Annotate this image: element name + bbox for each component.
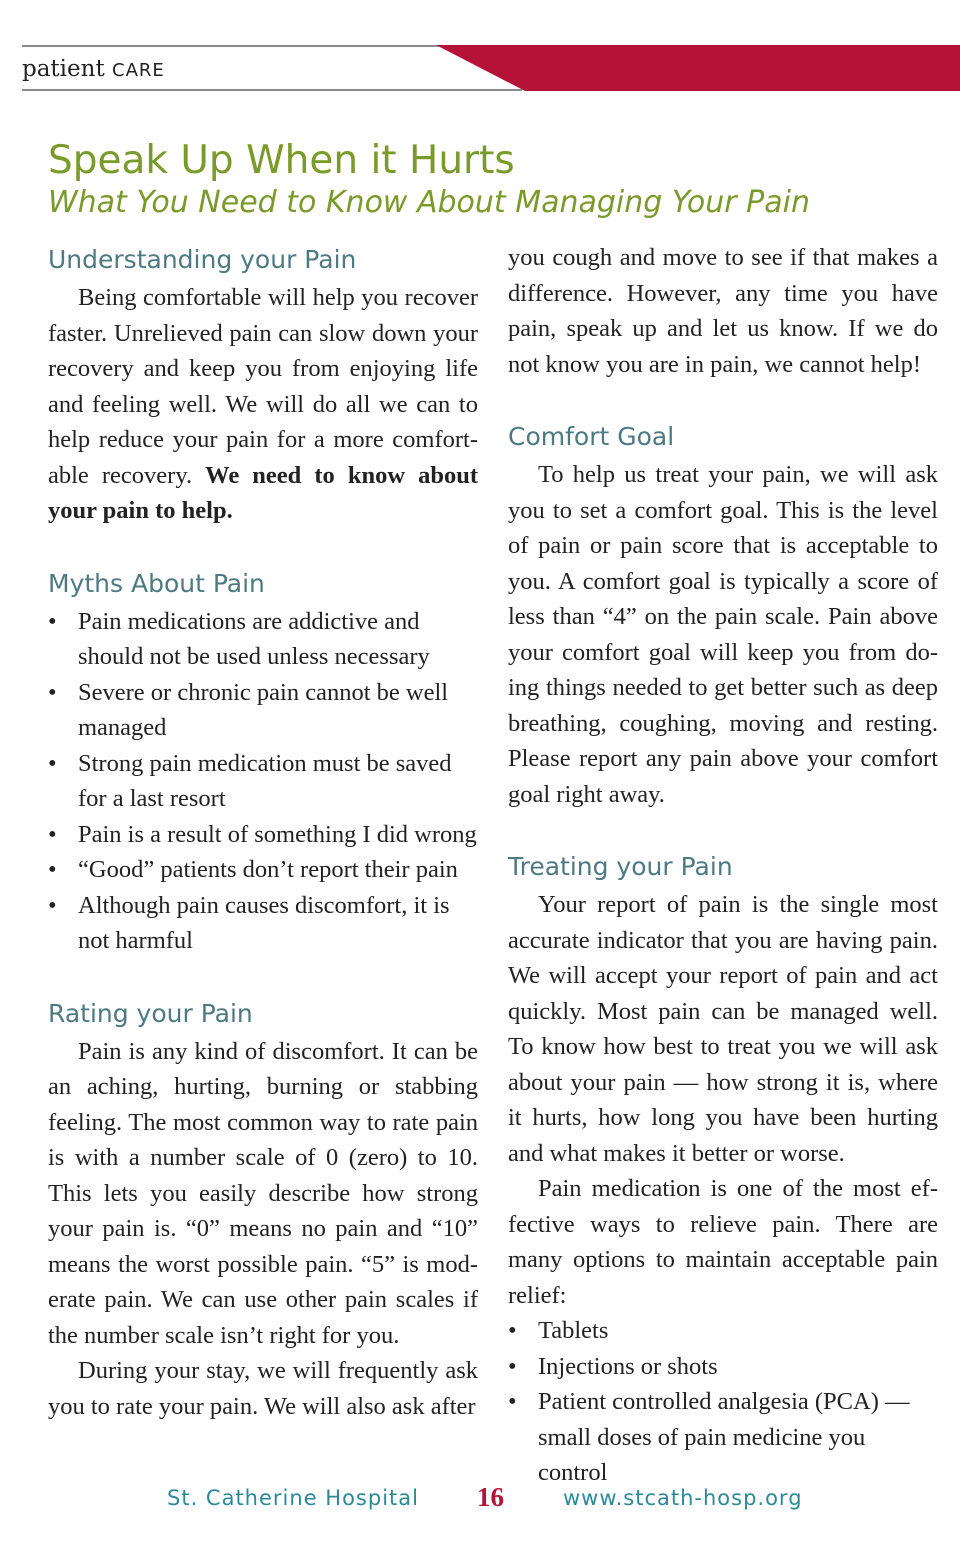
bullet-icon: •	[508, 1388, 517, 1415]
list-item-text: Patient controlled analgesia (PCA) — small doses of pain medicine you control	[538, 1388, 910, 1486]
rating-paragraph-1: Pain is any kind of discomfort. It can be an aching, hurting, burning or stabbing feeling. The most common way to rate pain is with a number scale of 0 (zero) to 10. This lets you easily describe how strong your pain is. “0” means no pain and “10” means the worst possible pain. “5” is mod-erate pain. We can use other pain scales if the number scale isn’t right for you.	[48, 1037, 478, 1349]
understanding-text: Being comfortable will help you recover faster. Unrelieved pain can slow down your recovery and keep you from enjoying life and feeling well. We will do all we can to help reduce your pain for a more comfort-able recovery.	[48, 284, 478, 489]
list-item	[48, 675, 478, 746]
list-item-text: “Good” patients don’t report their pain	[78, 856, 458, 883]
myths-list	[48, 604, 478, 959]
treatment-options-list	[508, 1313, 938, 1491]
page-footer	[0, 1482, 960, 1522]
bullet-icon: •	[48, 820, 57, 848]
bullet-icon: •	[48, 607, 57, 635]
bullet-icon: •	[508, 1317, 517, 1344]
list-item	[508, 1384, 938, 1491]
understanding-bold-text: We need to know about your pain to help.	[48, 461, 478, 524]
treating-paragraph-1: Your report of pain is the single most accurate indicator that you are having pain. We will accept your report of pain and act quickly. Most pain can be managed well. To know how best to treat you we will ask about your pain — how strong it is, where it hurts, how long you have been hurting and what makes it better or worse.	[508, 891, 938, 1167]
section-label	[22, 56, 165, 82]
header-rule	[22, 89, 522, 91]
bullet-icon: •	[48, 749, 57, 777]
rating-paragraph-2: During your stay, we will frequently ask you to rate your pain. We will also ask after	[48, 1357, 478, 1420]
list-item-text: Pain medications are addictive and should not be used unless necessary	[78, 607, 430, 670]
page-title: Speak Up When it Hurts	[48, 138, 515, 183]
list-item-text: Injections or shots	[538, 1352, 718, 1380]
list-item-text: Strong pain medication must be saved for a last resort	[78, 749, 452, 812]
left-column	[48, 240, 478, 1424]
list-item	[48, 604, 478, 675]
list-item	[48, 817, 478, 853]
header-accent-band	[436, 45, 960, 91]
heading-treating: Treating your Pain	[508, 852, 733, 881]
page-number: 16	[477, 1482, 504, 1512]
list-item	[48, 746, 478, 817]
understanding-paragraph	[48, 280, 478, 529]
treating-paragraph-2: Pain medication is one of the most ef-fective ways to relieve pain. There are many options to maintain acceptable pain relief:	[508, 1175, 938, 1309]
comfort-paragraph: To help us treat your pain, we will ask you to set a comfort goal. This is the level of pain or pain score that is acceptable to you. A comfort goal is typically a score of less than “4” on the pain scale. Pain above your comfort goal will keep you from do-ing things needed to get better such as deep breathing, coughing, moving and resting. Please report any pain above your comfort goal right away.	[508, 461, 938, 808]
list-item-text: Tablets	[538, 1317, 609, 1344]
rating-paragraph-2-continued: you cough and move to see if that makes a difference. However, any time you have pain, speak up and let us know. If we do not know you are in pain, we cannot help!	[508, 244, 938, 378]
heading-comfort-goal: Comfort Goal	[508, 422, 675, 451]
section-label-word: patient	[22, 56, 105, 82]
page-header	[0, 0, 960, 100]
footer-website-link[interactable]: www.stcath-hosp.org	[563, 1486, 803, 1510]
bullet-icon: •	[508, 1352, 517, 1380]
list-item	[48, 852, 478, 888]
heading-understanding: Understanding your Pain	[48, 245, 357, 274]
list-item-text: Pain is a result of something I did wrong	[78, 820, 477, 848]
bullet-icon: •	[48, 856, 57, 883]
section-label-caps: CARE	[112, 60, 165, 81]
footer-hospital-name: St. Catherine Hospital	[167, 1486, 419, 1510]
page-subtitle: What You Need to Know About Managing Your Pain	[48, 185, 810, 220]
list-item-text: Severe or chronic pain cannot be well managed	[78, 678, 449, 741]
header-rule	[22, 45, 442, 47]
list-item	[508, 1313, 938, 1349]
bullet-icon: •	[48, 678, 57, 706]
heading-rating: Rating your Pain	[48, 998, 253, 1028]
bullet-icon: •	[48, 891, 57, 919]
list-item	[48, 888, 478, 959]
heading-myths: Myths About Pain	[48, 568, 265, 598]
right-column	[508, 240, 938, 1491]
list-item	[508, 1349, 938, 1385]
list-item-text: Although pain causes discomfort, it is not harmful	[78, 891, 450, 954]
